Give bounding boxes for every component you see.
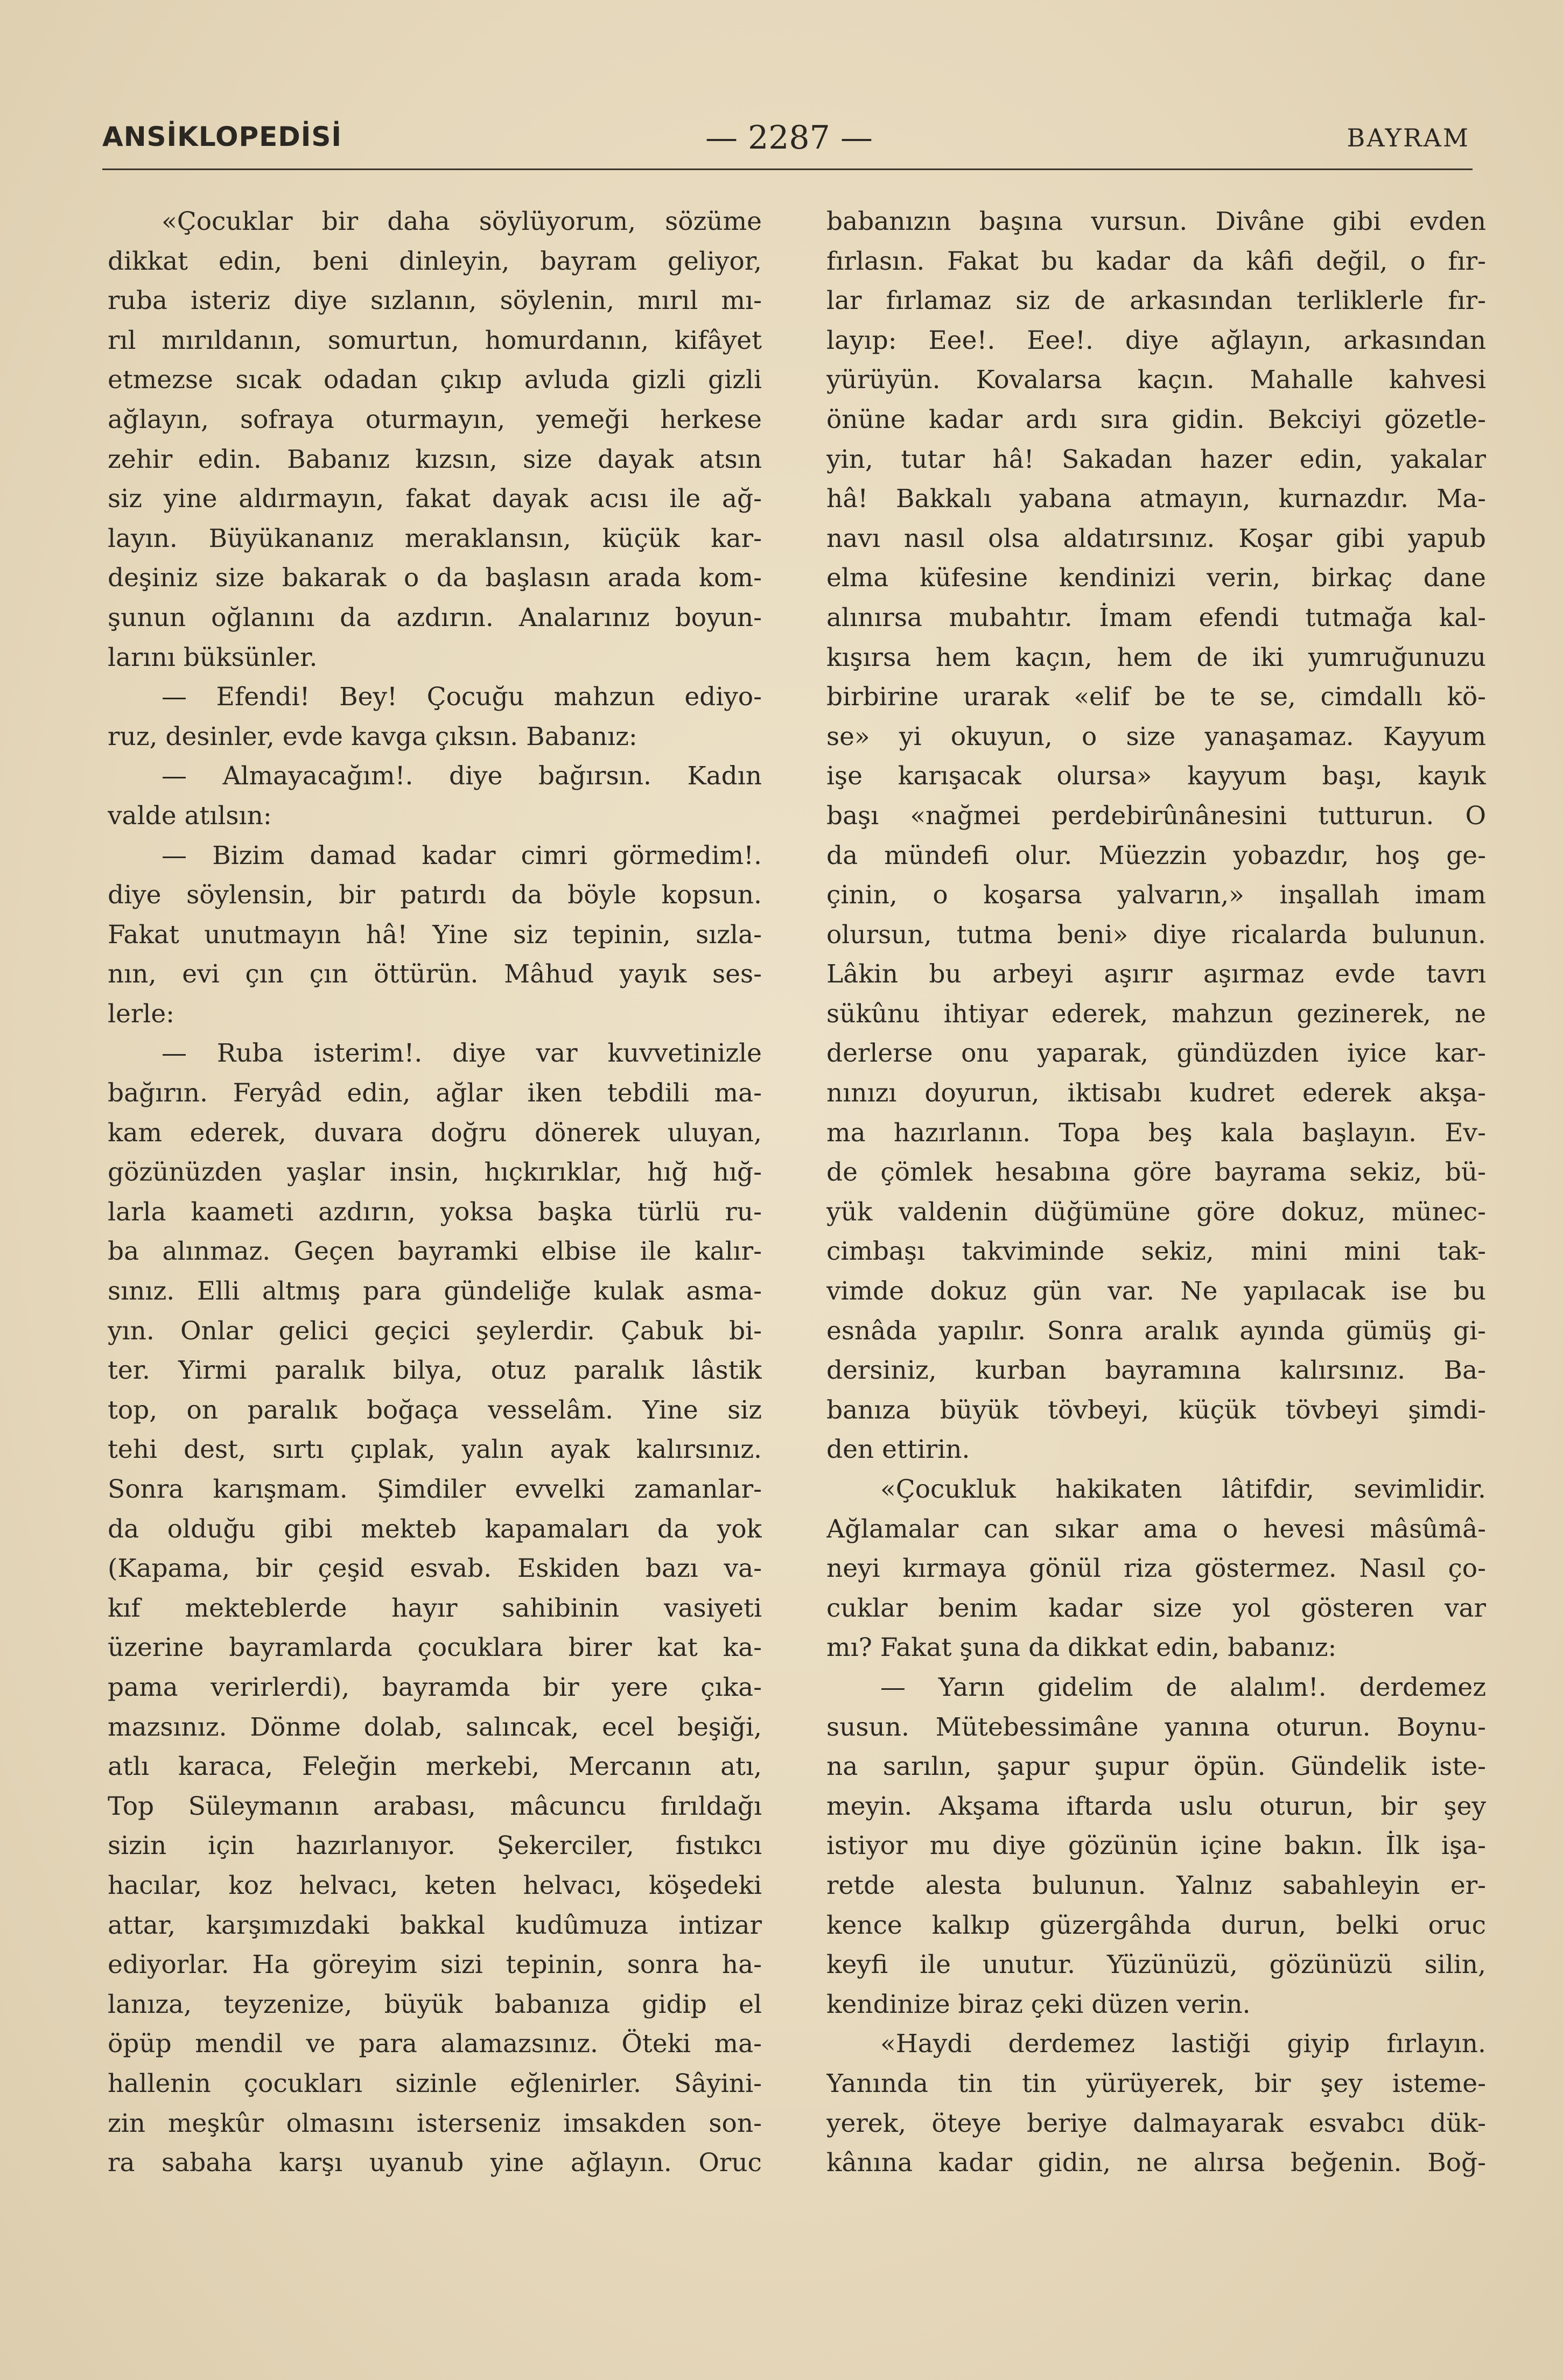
text-line: zin meşkûr olmasını isterseniz imsakden son- bbox=[108, 2108, 762, 2138]
text-line: tehi dest, sırtı çıplak, yalın ayak kalırsınız. bbox=[108, 1435, 762, 1465]
text-line: lerle: bbox=[108, 999, 174, 1029]
text-line: hallenin çocukları sizinle eğlenirler. Sâyini- bbox=[108, 2068, 762, 2098]
text-line: valde atılsın: bbox=[108, 801, 272, 831]
text-line: navı nasıl olsa aldatırsınız. Koşar gibi yapub bbox=[826, 523, 1486, 553]
text-line: ba alınmaz. Geçen bayramki elbise ile kalır- bbox=[108, 1237, 762, 1267]
text-line: cuklar benim kadar size yol gösteren var bbox=[826, 1593, 1486, 1623]
text-line: — Bizim damad kadar cimri görmedim!. bbox=[162, 840, 762, 870]
text-line: kânına kadar gidin, ne alırsa beğenin. Boğ- bbox=[826, 2148, 1486, 2178]
text-line: nın, evi çın çın öttürün. Mâhud yayık ses- bbox=[108, 959, 762, 989]
text-line: siz yine aldırmayın, fakat dayak acısı ile ağ- bbox=[108, 484, 762, 514]
text-line: babanızın başına vursun. Divâne gibi evden bbox=[826, 207, 1486, 236]
text-line: şunun oğlanını da azdırın. Analarınız boyun- bbox=[108, 602, 762, 633]
text-line: na sarılın, şapur şupur öpün. Gündelik iste- bbox=[826, 1752, 1486, 1782]
page-header bbox=[102, 121, 1470, 164]
text-line: layın. Büyükananız meraklansın, küçük kar- bbox=[108, 523, 762, 553]
text-line: başı «nağmei perdebirûnânesini tutturun. O bbox=[826, 801, 1486, 831]
text-line: pama verirlerdi), bayramda bir yere çıka- bbox=[108, 1672, 762, 1702]
text-line: mı? Fakat şuna da dikkat edin, babanız: bbox=[826, 1633, 1337, 1663]
text-line: derlerse onu yaparak, gündüzden iyice kar- bbox=[826, 1038, 1486, 1069]
text-line: Fakat unutmayın hâ! Yine siz tepinin, sızla- bbox=[108, 919, 762, 950]
text-line: sınız. Elli altmış para gündeliğe kulak asma- bbox=[108, 1276, 762, 1307]
text-line: kam ederek, duvara doğru dönerek uluyan, bbox=[108, 1118, 762, 1148]
text-line: lanıza, teyzenize, büyük babanıza gidip el bbox=[108, 1989, 762, 2019]
text-line: de çömlek hesabına göre bayrama sekiz, bü- bbox=[826, 1157, 1486, 1188]
text-line: etmezse sıcak odadan çıkıp avluda gizli gizli bbox=[108, 365, 762, 395]
text-line: mazsınız. Dönme dolab, salıncak, ecel beşiği, bbox=[108, 1712, 762, 1742]
text-line: hâ! Bakkalı yabana atmayın, kurnazdır. Ma- bbox=[826, 484, 1486, 514]
text-line: istiyor mu diye gözünün içine bakın. İlk işa- bbox=[826, 1831, 1486, 1861]
text-line: Yanında tin tin yürüyerek, bir şey isteme- bbox=[826, 2068, 1486, 2098]
text-line: kışırsa hem kaçın, hem de iki yumruğunuzu bbox=[826, 642, 1486, 672]
text-line: larla kaameti azdırın, yoksa başka türlü ru- bbox=[108, 1197, 762, 1227]
text-line: neyi kırmaya gönül riza göstermez. Nasıl ço- bbox=[826, 1554, 1486, 1584]
text-line: diye söylensin, bir patırdı da böyle kopsun. bbox=[108, 880, 762, 910]
text-line: kendinize biraz çeki düzen verin. bbox=[826, 1989, 1251, 2019]
text-line: — Yarın gidelim de alalım!. derdemez bbox=[880, 1672, 1486, 1702]
text-line: kence kalkıp güzergâhda durun, belki oruc bbox=[826, 1910, 1486, 1940]
text-line: bağırın. Feryâd edin, ağlar iken tebdili ma- bbox=[108, 1078, 762, 1108]
text-line: cimbaşı takviminde sekiz, mini mini tak- bbox=[826, 1237, 1486, 1267]
text-line: susun. Mütebessimâne yanına oturun. Boynu- bbox=[826, 1712, 1486, 1742]
text-line: — Ruba isterim!. diye var kuvvetinizle bbox=[162, 1038, 762, 1069]
text-line: yerek, öteye beriye dalmayarak esvabcı dük- bbox=[826, 2108, 1486, 2138]
text-line: «Haydi derdemez lastiği giyip fırlayın. bbox=[880, 2029, 1486, 2059]
text-line: ruba isteriz diye sızlanın, söylenin, mırıl mı- bbox=[108, 286, 762, 316]
text-line: «Çocukluk hakikaten lâtifdir, sevimlidir. bbox=[880, 1475, 1486, 1504]
text-line: attar, karşımızdaki bakkal kudûmuza intizar bbox=[108, 1910, 762, 1940]
text-line: retde alesta bulunun. Yalnız sabahleyin er- bbox=[826, 1870, 1486, 1900]
text-line: deşiniz size bakarak o da başlasın arada kom- bbox=[108, 563, 762, 593]
text-line: Sonra karışmam. Şimdiler evvelki zamanlar- bbox=[108, 1475, 762, 1504]
text-line: çinin, o koşarsa yalvarın,» inşallah imam bbox=[826, 880, 1486, 910]
text-line: den ettirin. bbox=[826, 1435, 970, 1465]
text-line: birbirine urarak «elif be te se, cimdallı kö- bbox=[826, 682, 1486, 712]
text-line: işe karışacak olursa» kayyum başı, kayık bbox=[826, 761, 1486, 791]
text-line: (Kapama, bir çeşid esvab. Eskiden bazı va- bbox=[108, 1554, 762, 1584]
text-line: ediyorlar. Ha göreyim sizi tepinin, sonra ha- bbox=[108, 1950, 762, 1980]
text-line: dikkat edin, beni dinleyin, bayram geliyor, bbox=[108, 246, 762, 276]
text-line: se» yi okuyun, o size yanaşamaz. Kayyum bbox=[826, 721, 1486, 752]
text-line: ra sabaha karşı uyanub yine ağlayın. Oruc bbox=[108, 2148, 762, 2178]
text-line: atlı karaca, Feleğin merkebi, Mercanın atı, bbox=[108, 1752, 762, 1782]
text-line: elma küfesine kendinizi verin, birkaç dane bbox=[826, 563, 1486, 593]
text-line: yın. Onlar gelici geçici şeylerdir. Çabuk bi- bbox=[108, 1316, 762, 1346]
text-line: esnâda yapılır. Sonra aralık ayında gümüş gi- bbox=[826, 1316, 1486, 1346]
text-line: — Efendi! Bey! Çocuğu mahzun ediyo- bbox=[162, 682, 762, 712]
text-line: fırlasın. Fakat bu kadar da kâfi değil, o fır- bbox=[826, 246, 1486, 276]
text-line: öpüp mendil ve para alamazsınız. Öteki ma- bbox=[108, 2029, 762, 2059]
text-line: larını büksünler. bbox=[108, 642, 318, 672]
text-line: üzerine bayramlarda çocuklara birer kat ka- bbox=[108, 1633, 762, 1663]
text-line: yürüyün. Kovalarsa kaçın. Mahalle kahvesi bbox=[826, 365, 1486, 395]
text-column-left bbox=[108, 202, 762, 2183]
page-number: — 2287 — bbox=[705, 119, 873, 157]
text-column-right bbox=[826, 202, 1486, 2183]
text-line: Lâkin bu arbeyi aşırır aşırmaz evde tavrı bbox=[826, 959, 1486, 989]
text-line: sizin için hazırlanıyor. Şekerciler, fıstıkcı bbox=[108, 1831, 762, 1861]
text-line: rıl mırıldanın, somurtun, homurdanın, kifâyet bbox=[108, 325, 762, 355]
text-line: dersiniz, kurban bayramına kalırsınız. Ba- bbox=[826, 1356, 1486, 1386]
text-line: alınırsa mubahtır. İmam efendi tutmağa kal- bbox=[826, 602, 1486, 633]
text-line: lar fırlamaz siz de arkasından terliklerle fır- bbox=[826, 286, 1486, 316]
text-line: Top Süleymanın arabası, mâcuncu fırıldağı bbox=[108, 1791, 762, 1821]
text-line: önüne kadar ardı sıra gidin. Bekciyi gözetle- bbox=[826, 404, 1486, 434]
text-line: ter. Yirmi paralık bilya, otuz paralık lâstik bbox=[108, 1356, 762, 1386]
text-line: — Almayacağım!. diye bağırsın. Kadın bbox=[162, 761, 762, 791]
text-line: hacılar, koz helvacı, keten helvacı, köşedeki bbox=[108, 1870, 762, 1900]
text-line: vimde dokuz gün var. Ne yapılacak ise bu bbox=[826, 1276, 1486, 1307]
text-line: meyin. Akşama iftarda uslu oturun, bir şey bbox=[826, 1791, 1486, 1821]
text-line: kıf mekteblerde hayır sahibinin vasiyeti bbox=[108, 1593, 762, 1623]
running-head-right: BAYRAM bbox=[1347, 123, 1470, 152]
text-line: yin, tutar hâ! Sakadan hazer edin, yakalar bbox=[826, 444, 1486, 474]
text-line: Ağlamalar can sıkar ama o hevesi mâsûmâ- bbox=[826, 1514, 1486, 1544]
text-line: zehir edin. Babanız kızsın, size dayak atsın bbox=[108, 444, 762, 474]
text-line: da mündefi olur. Müezzin yobazdır, hoş ge- bbox=[826, 840, 1486, 870]
text-line: layıp: Eee!. Eee!. diye ağlayın, arkasından bbox=[826, 325, 1486, 355]
text-line: da olduğu gibi mekteb kapamaları da yok bbox=[108, 1514, 762, 1544]
text-line: nınızı doyurun, iktisabı kudret ederek akşa- bbox=[826, 1078, 1486, 1108]
text-line: olursun, tutma beni» diye ricalarda bulunun. bbox=[826, 919, 1486, 950]
text-line: keyfi ile unutur. Yüzünüzü, gözünüzü silin, bbox=[826, 1950, 1486, 1980]
text-line: sükûnu ihtiyar ederek, mahzun gezinerek, ne bbox=[826, 999, 1486, 1029]
text-line: yük valdenin düğümüne göre dokuz, münec- bbox=[826, 1197, 1486, 1227]
header-rule bbox=[102, 169, 1473, 170]
text-line: top, on paralık boğaça vesselâm. Yine siz bbox=[108, 1395, 762, 1425]
text-line: ruz, desinler, evde kavga çıksın. Babanız: bbox=[108, 721, 637, 752]
text-line: gözünüzden yaşlar insin, hıçkırıklar, hığ hığ- bbox=[108, 1157, 762, 1188]
running-head-left: ANSİKLOPEDİSİ bbox=[102, 121, 342, 152]
text-line: banıza büyük tövbeyi, küçük tövbeyi şimdi- bbox=[826, 1395, 1486, 1425]
text-line: «Çocuklar bir daha söylüyorum, sözüme bbox=[162, 207, 762, 236]
text-line: ma hazırlanın. Topa beş kala başlayın. Ev- bbox=[826, 1118, 1486, 1148]
text-line: ağlayın, sofraya oturmayın, yemeği herkese bbox=[108, 404, 762, 434]
